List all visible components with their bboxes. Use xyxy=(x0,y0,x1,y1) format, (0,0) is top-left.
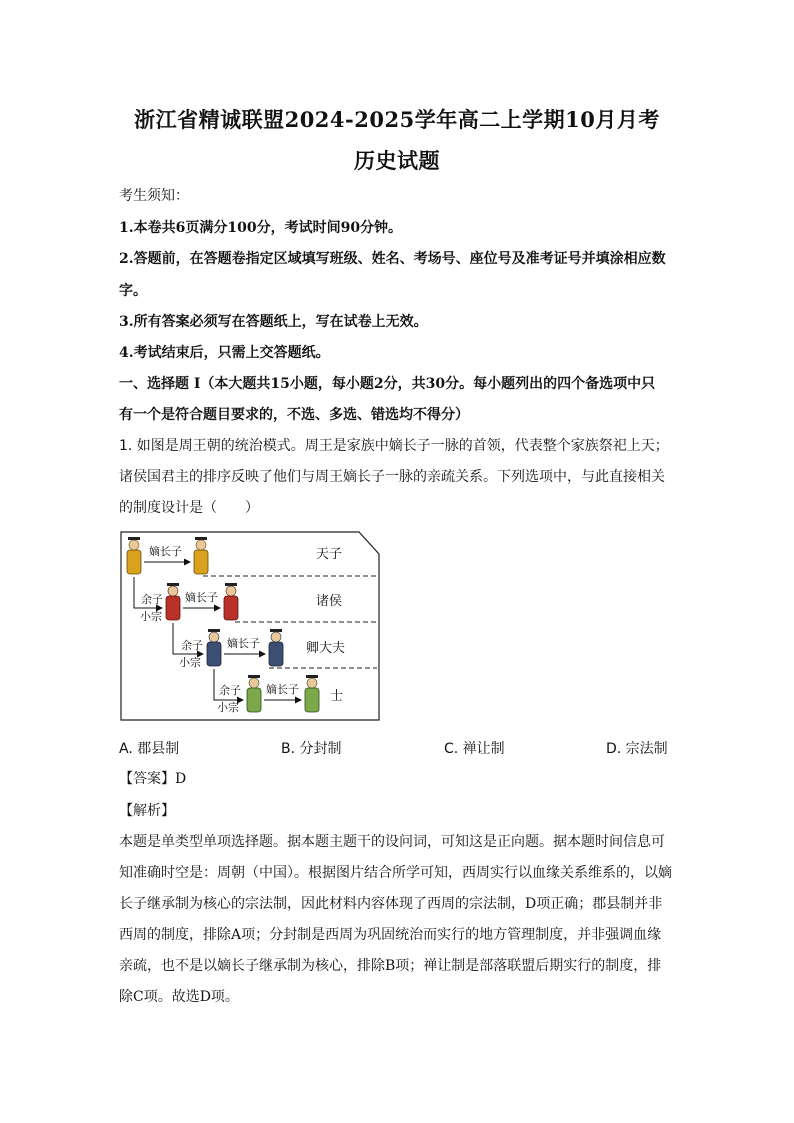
notice-heading: 考生须知： xyxy=(119,188,189,204)
rank-shi: 士 xyxy=(330,689,344,704)
question-text: 诸侯国君主的排序反映了他们与周王嫡长子一脉的亲疏关系。下列选项中，与此直接相关 xyxy=(119,469,665,485)
minor-lineage-label: 小宗 xyxy=(217,701,239,714)
question-text: 1. 如图是周王朝的统治模式。周王是家族中嫡长子一脉的首领，代表整个家族祭祀上天； xyxy=(119,438,669,454)
answer: 【答案】D xyxy=(119,771,187,787)
zongfa-diagram xyxy=(119,530,381,722)
analysis-text: 本题是单类型单项选择题。据本题主题干的设问词，可知这是正向题。据本题时间信息可 xyxy=(119,834,665,850)
notice-item: 2.答题前，在答题卷指定区域填写班级、姓名、考场号、座位号及准考证号并填涂相应数 xyxy=(119,251,666,267)
option-b: B. 分封制 xyxy=(281,741,342,757)
heir-label: 嫡长子 xyxy=(149,545,182,558)
option-c: C. 禅让制 xyxy=(444,741,505,757)
question-text: 的制度设计是（ ） xyxy=(119,500,259,516)
notice-item: 1.本卷共6页满分100分，考试时间90分钟。 xyxy=(119,220,403,236)
analysis-text: 除C项。故选D项。 xyxy=(119,989,239,1005)
exam-subtitle: 历史试题 xyxy=(354,148,440,173)
other-son-label: 余子 xyxy=(219,684,241,697)
heir-label: 嫡长子 xyxy=(266,683,299,696)
rank-tianzi: 天子 xyxy=(316,547,343,562)
analysis-heading: 【解析】 xyxy=(119,803,175,819)
option-a: A. 郡县制 xyxy=(119,741,180,757)
minor-lineage-label: 小宗 xyxy=(179,656,201,669)
other-son-label: 余子 xyxy=(181,639,203,652)
notice-item: 4.考试结束后，只需上交答题纸。 xyxy=(119,345,330,361)
analysis-text: 长子继承制为核心的宗法制，因此材料内容体现了西周的宗法制，D项正确；郡县制并非 xyxy=(119,896,663,912)
heir-label: 嫡长子 xyxy=(185,591,218,604)
analysis-text: 知准确时空是：周朝（中国）。根据图片结合所学可知，西周实行以血缘关系维系的，以嫡 xyxy=(119,865,672,881)
rank-zhuhou: 诸侯 xyxy=(316,594,343,609)
heir-label: 嫡长子 xyxy=(227,637,260,650)
section-heading: 一、选择题 I（本大题共15小题，每小题2分，共30分。每小题列出的四个备选项中只 xyxy=(119,376,656,392)
exam-title: 浙江省精诚联盟2024-2025学年高二上学期10月月考 xyxy=(134,107,660,132)
option-d: D. 宗法制 xyxy=(606,741,668,757)
analysis-text: 西周的制度，排除A项；分封制是西周为巩固统治而实行的地方管理制度，并非强调血缘 xyxy=(119,927,662,943)
other-son-label: 余子 xyxy=(141,593,163,606)
rank-qingdafu: 卿大夫 xyxy=(306,641,346,656)
section-heading: 有一个是符合题目要求的，不选、多选、错选均不得分） xyxy=(119,407,469,423)
minor-lineage-label: 小宗 xyxy=(140,610,162,623)
notice-item: 字。 xyxy=(119,283,147,299)
analysis-text: 亲疏，也不是以嫡长子继承制为核心，排除B项；禅让制是部落联盟后期实行的制度，排 xyxy=(119,958,662,974)
notice-item: 3.所有答案必须写在答题纸上，写在试卷上无效。 xyxy=(119,314,428,330)
